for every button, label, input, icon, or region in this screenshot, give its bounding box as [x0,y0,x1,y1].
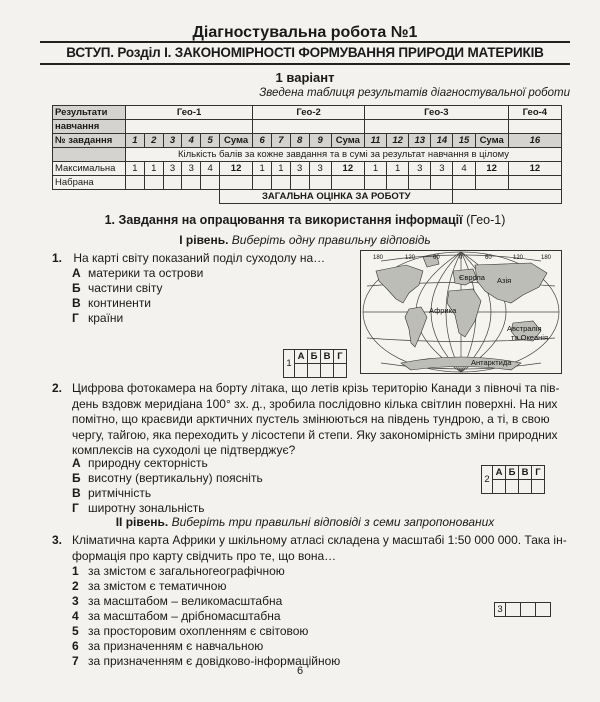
answer-row-boxes [495,603,551,617]
got-cell [453,176,475,190]
q2-option[interactable] [72,501,205,516]
q3-option-text: за змістом є тематичною [88,579,227,593]
q3-number-wrap [52,533,62,549]
max-cell: 4 [453,162,475,176]
total-label: ЗАГАЛЬНА ОЦІНКА ЗА РОБОТУ [220,190,453,204]
task-cell: 3 [163,134,182,148]
q2-option-text: висотну (вертикальну) поясніть [88,471,263,485]
task-cell: 14 [431,134,453,148]
q3-option[interactable] [72,639,263,654]
q3-option-text: за призначенням є навчальною [88,639,264,653]
map-grid-label: 60 [485,255,492,261]
q3-option-text: за призначенням є довідково-інформаційною [88,654,341,668]
q2-number-wrap [52,381,62,397]
map-grid-label: 180 [541,255,552,261]
results-label-line2: навчання [53,120,126,134]
got-cell [201,176,220,190]
total-value-cell [453,190,562,204]
answer-box[interactable] [493,480,506,494]
got-cell [163,176,182,190]
north-america-shape [376,265,423,303]
level1-name: І рівень. [179,233,229,247]
map-grid-label: 0 [459,255,463,261]
q3-option-text: за просторовим охопленням є світовою [88,624,309,638]
group-geo2: Гео-2 [253,106,365,120]
q3-option-number: 1 [72,564,79,578]
results-label [53,106,126,120]
q3-line: формація про карту свідчить про те, що вона… [72,548,337,563]
q2-option-text: широтну зональність [88,501,205,515]
got-cell [271,176,290,190]
table-row-learning [53,120,562,134]
q2-option-letter: А [72,456,81,470]
level1-heading [40,233,570,247]
q3-line: Кліматична карта Африки у шкільному атласі складена у масштабі 1:50 000 000. Така ін- [72,533,567,547]
q2-line: Цифрова фотокамера на борту літака, що летів крізь територію Канади з півночі та пів- [72,381,560,395]
table-row-got [53,176,562,190]
got-cell [387,176,409,190]
group-geo4-blank [508,120,561,134]
task-cell: 11 [364,134,386,148]
table-row-max [53,162,562,176]
q2-text [72,381,572,459]
answer-box[interactable] [521,603,536,617]
got-label: Набрана [53,176,126,190]
table-caption: Зведена таблиця результатів діагностувальної роботи [259,87,570,99]
max-cell: 1 [387,162,409,176]
q1-option[interactable] [72,266,203,281]
max-cell: 1 [126,162,145,176]
world-map-svg [361,251,561,373]
max-cell: 3 [409,162,431,176]
q1-option[interactable] [72,281,162,296]
table-row-caption [53,148,562,162]
max-cell: 3 [309,162,331,176]
answer-letter: В [519,466,532,480]
max-cell: 3 [163,162,182,176]
got-cell [253,176,272,190]
answer-box[interactable] [536,603,551,617]
task-sum-cell: Сума [475,134,508,148]
group-geo1-blank [126,120,253,134]
task-cell: 15 [453,134,475,148]
max-cell: 1 [253,162,272,176]
q1-option[interactable] [72,296,151,311]
max-label: Максимальна [53,162,126,176]
got-cell [431,176,453,190]
q2-line: день вздовж меридіана 100° зх. д., зробила послідовно кілька світлин поверхні. На них [72,396,558,411]
q1-number: 1. [52,251,63,265]
world-map [360,250,562,374]
map-label-asia: Азія [497,276,512,285]
q3-option-number: 3 [72,594,79,608]
task-cell: 13 [409,134,431,148]
q3-option-number: 5 [72,624,79,638]
q2-option-letter: Г [72,501,79,515]
q2-option-letter: В [72,486,81,500]
max-cell: 3 [431,162,453,176]
table-row-groups [53,106,562,120]
max-cell: 4 [201,162,220,176]
got-cell [220,176,253,190]
task-cell: 2 [144,134,163,148]
answer-row-letters [284,350,347,364]
answer-letter: А [295,350,308,364]
q1-option-letter: Г [72,311,79,325]
total-spacer [53,190,220,204]
q1-option-text: континенти [88,296,152,310]
answer-box[interactable] [506,480,519,494]
answer-letter: В [321,350,334,364]
q1-option-text: частини світу [88,281,163,295]
task-cell: 6 [253,134,272,148]
max-cell: 1 [144,162,163,176]
got-cell [144,176,163,190]
q3-option-text: за масштабом – дрібномасштабна [88,609,281,623]
answer-letter: Б [506,466,519,480]
got-cell [126,176,145,190]
task-cell: 16 [508,134,561,148]
got-cell [508,176,561,190]
q3-option-number: 2 [72,579,79,593]
answer-box[interactable] [308,364,321,378]
q3-number: 3. [52,533,63,547]
answer-box[interactable] [334,364,347,378]
variant-label: 1 варіант [275,70,335,85]
max-cell: 1 [364,162,386,176]
answer-row-letters [482,466,545,480]
worksheet-subtitle: ВСТУП. Розділ І. ЗАКОНОМІРНОСТІ ФОРМУВАННЯ ПРИРОДИ МАТЕРИКІВ [40,41,570,65]
q2-option-text: природну секторність [88,456,208,470]
answer-letter: Б [308,350,321,364]
q3-option[interactable] [72,609,281,624]
worksheet-title: Діагностувальна робота №1 [192,24,418,41]
q2-line: чергу, тайгою, яка переходить у лісостепи й степи. Яку закономірність зміни природних [72,427,558,442]
task-cell: 7 [271,134,290,148]
q1-option-letter: В [72,296,81,310]
map-label-antarctica: Антарктида [471,358,512,367]
max-sum-cell: 12 [475,162,508,176]
max-cell: 3 [182,162,201,176]
got-cell [309,176,331,190]
level2-name: ІІ рівень. [115,515,169,529]
got-cell [290,176,309,190]
group-geo4: Гео-4 [508,106,561,120]
task-cell: 1 [126,134,145,148]
answer-number: 1 [284,350,295,378]
map-label-australia-1: Австралія [507,324,542,333]
q1-option-letter: Б [72,281,81,295]
map-label-africa: Африка [429,306,457,315]
results-table [52,105,562,204]
answer-number: 2 [482,466,493,494]
level2-instruction: Виберіть три правильні відповіді з семи запропонованих [171,515,495,529]
q3-option-number: 4 [72,609,79,623]
answer-letter: А [493,466,506,480]
task-cell: 8 [290,134,309,148]
q2-line: помітно, що краєвиди арктичних пустель змінюються на південь тундрою, а ті, в свою [72,412,550,426]
q2-option-letter: Б [72,471,81,485]
caption-spacer [53,148,126,162]
q1-question: На карті світу показаний поділ суходолу на… [73,251,326,265]
q1-option-text: материки та острови [88,266,204,280]
task-sum-cell: Сума [331,134,364,148]
level1-instruction: Виберіть одну правильну відповідь [231,233,431,247]
q3-option-number: 6 [72,639,79,653]
got-cell [475,176,508,190]
q3-option-number: 7 [72,654,79,668]
q1-option-text: країни [88,311,124,325]
table-row-total [53,190,562,204]
task-cell: 5 [201,134,220,148]
q2-option[interactable] [72,486,151,501]
map-grid-label: 60 [433,255,440,261]
max-cell-geo4: 12 [508,162,561,176]
page-number: 6 [296,665,304,677]
answer-number: 3 [495,603,506,617]
got-cell [364,176,386,190]
map-grid-label: 120 [513,255,524,261]
map-grid-label: 120 [405,255,416,261]
task-sum-cell: Сума [220,134,253,148]
q2-number: 2. [52,381,63,395]
q3-option[interactable] [72,579,226,594]
map-label-europe: Європа [459,273,485,282]
answer-box[interactable] [321,364,334,378]
q3-option[interactable] [72,624,308,639]
task-label: № завдання [53,134,126,148]
answer-box[interactable] [532,480,545,494]
points-caption: Кількість балів за кожне завдання та в сумі за результат навчання в цілому [126,148,562,162]
answer-box[interactable] [519,480,532,494]
answer-letter: Г [532,466,545,480]
results-label-line1: Результати [55,107,108,118]
group-geo1: Гео-1 [126,106,253,120]
q3-answer-grid [494,602,551,617]
got-cell [409,176,431,190]
group-geo3: Гео-3 [364,106,508,120]
task-cell: 12 [387,134,409,148]
q2-answer-grid [481,465,545,494]
max-cell: 3 [290,162,309,176]
q2-option[interactable] [72,471,263,486]
task-cell: 4 [182,134,201,148]
max-cell: 1 [271,162,290,176]
q2-option-text: ритмічність [88,486,152,500]
section-title-text: 1. Завдання на опрацювання та використання інформації [104,213,463,227]
max-sum-cell: 12 [331,162,364,176]
q1-option-letter: А [72,266,81,280]
q1-option[interactable] [72,311,123,326]
q1-answer-grid [283,349,347,378]
section-title [40,213,570,227]
q3-option-text: за масштабом – великомасштабна [88,594,283,608]
map-grid-label: 180 [373,255,384,261]
group-geo3-blank [364,120,508,134]
task-cell: 9 [309,134,331,148]
q2-line: комплексів на суходолі це підтверджує? [72,443,296,457]
level2-heading [40,515,570,529]
q3-option[interactable] [72,594,282,609]
answer-box[interactable] [295,364,308,378]
q3-option-text: за змістом є загальногеографічною [88,564,285,578]
answer-letter: Г [334,350,347,364]
group-geo2-blank [253,120,365,134]
map-label-australia-2: та Океанія [511,333,549,342]
table-row-tasks [53,134,562,148]
q3-text [72,533,572,564]
q3-option[interactable] [72,564,285,579]
q2-option[interactable] [72,456,208,471]
got-cell [182,176,201,190]
got-cell [331,176,364,190]
answer-box[interactable] [506,603,521,617]
max-sum-cell: 12 [220,162,253,176]
q1-text [52,251,325,267]
section-title-tag: (Гео-1) [466,213,506,227]
